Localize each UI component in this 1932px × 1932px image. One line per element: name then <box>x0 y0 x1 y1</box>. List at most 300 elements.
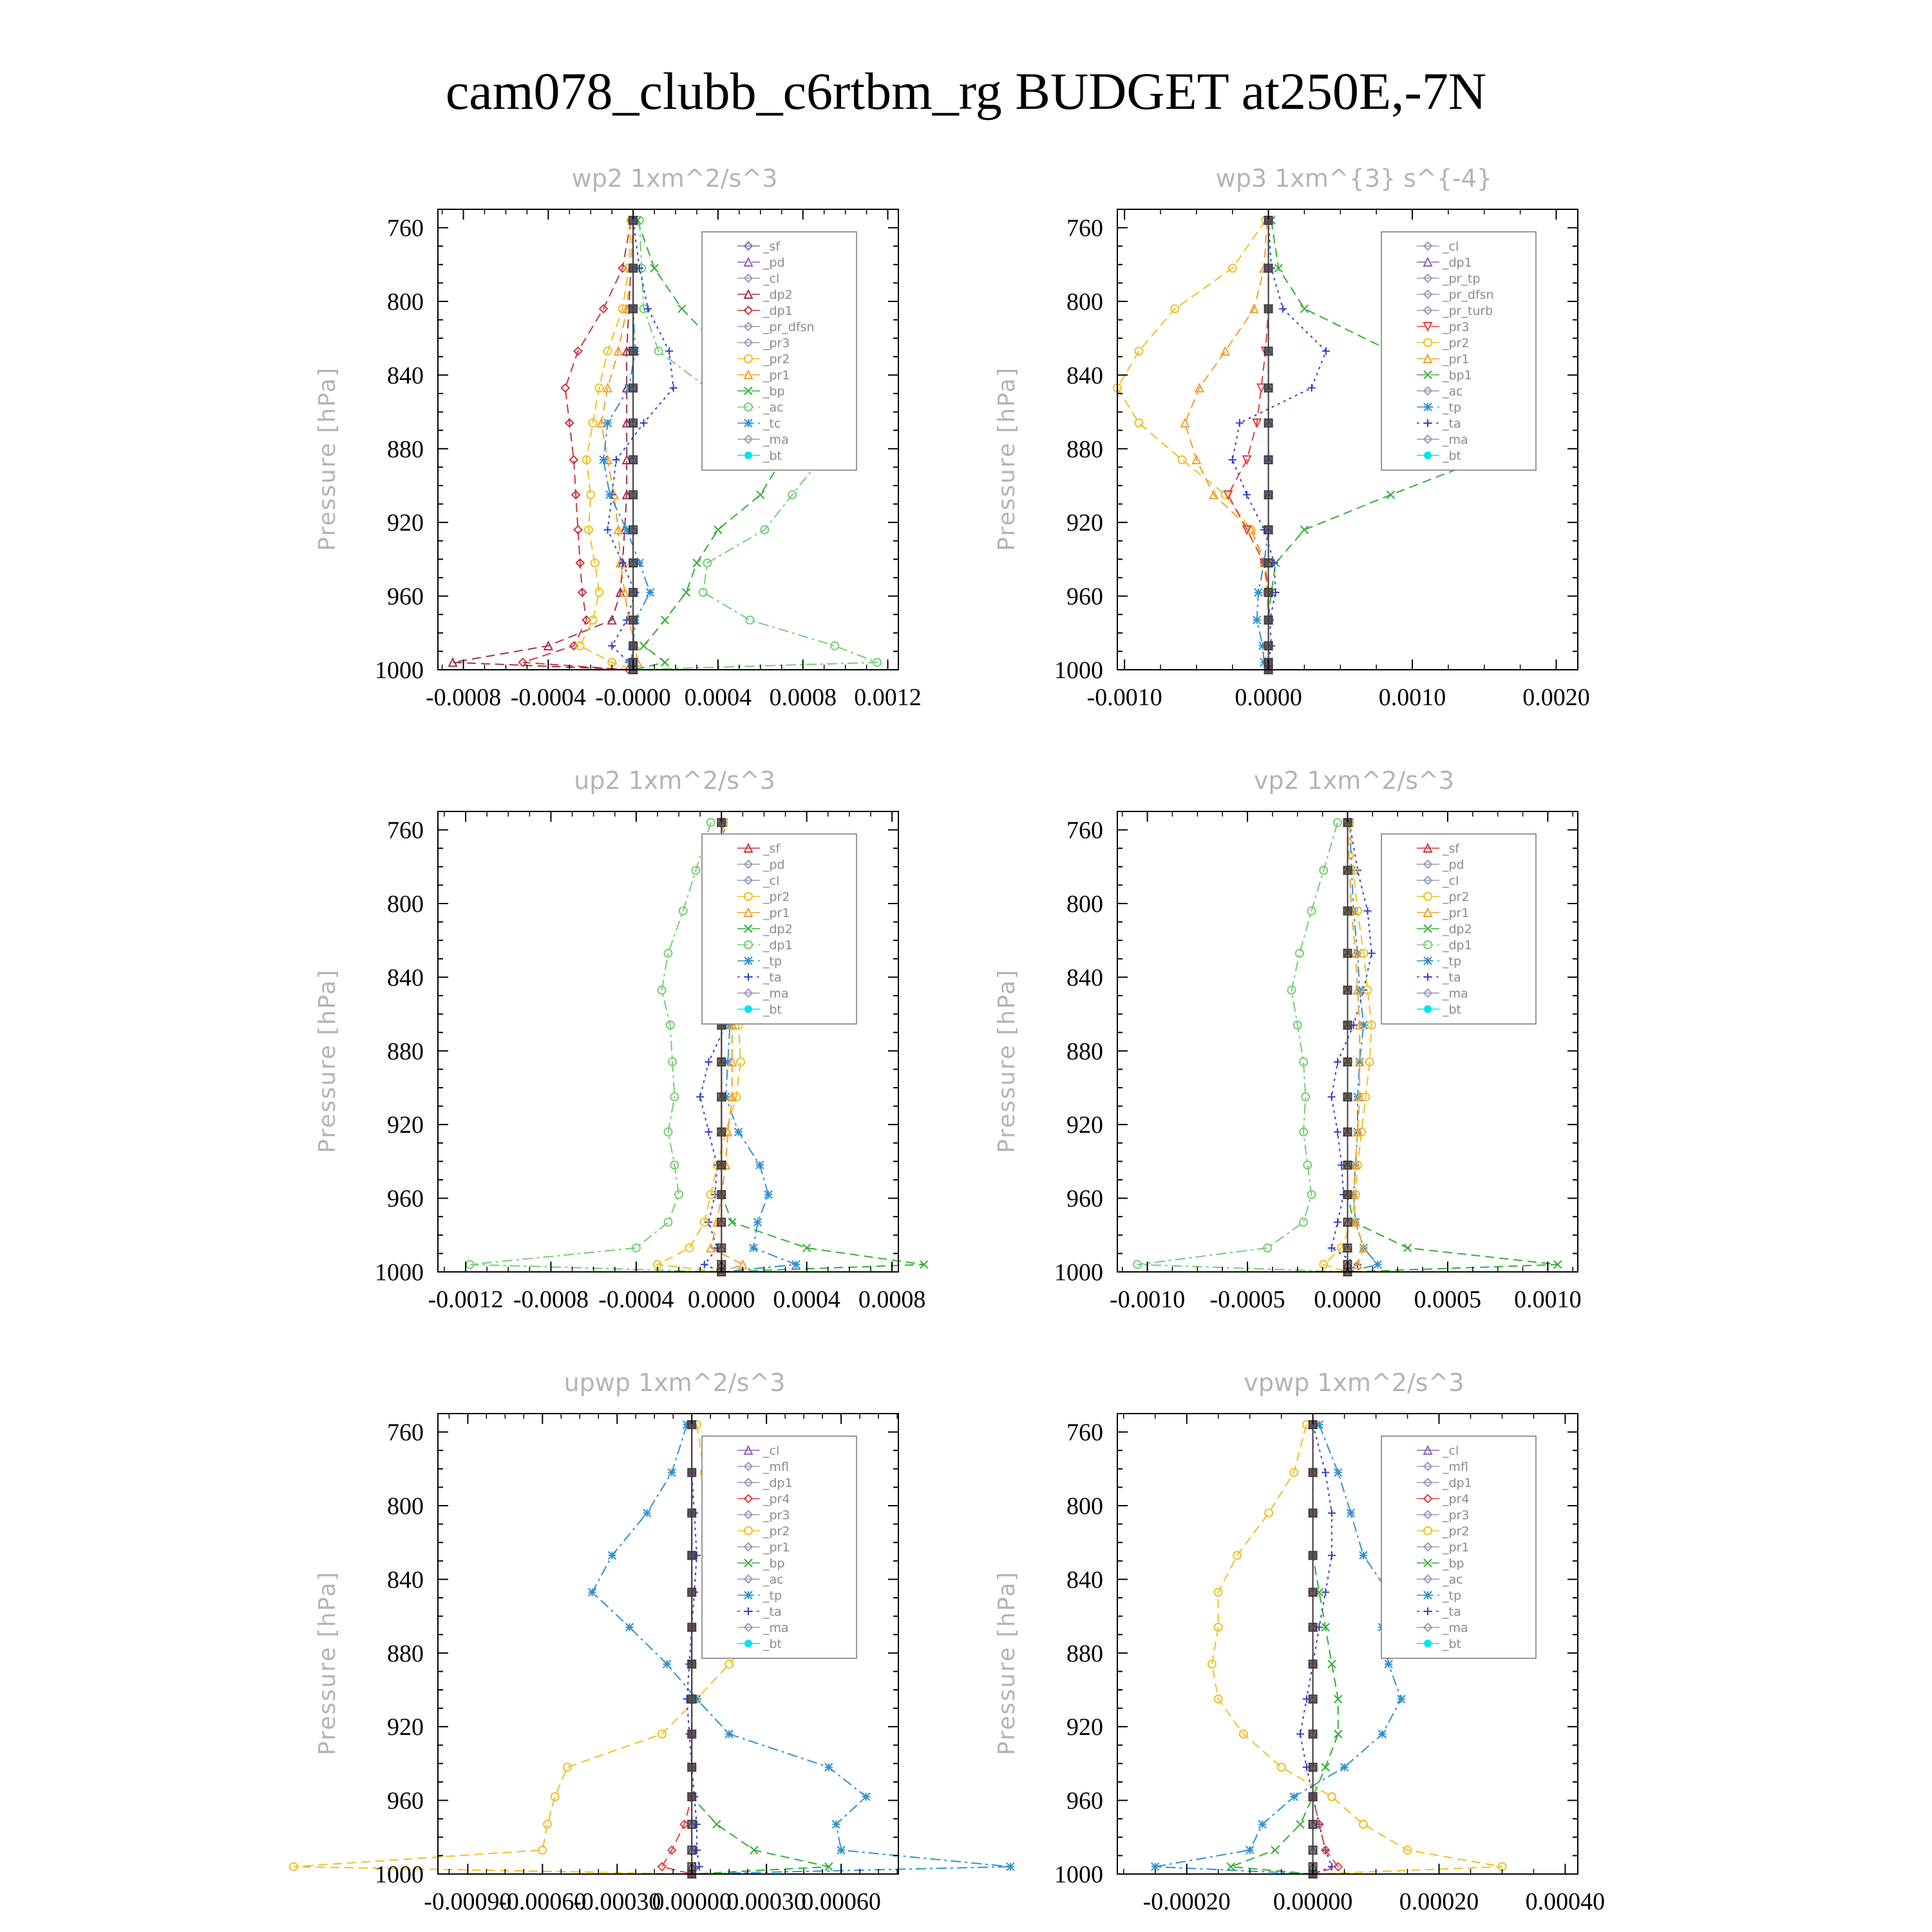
legend-label: _bp <box>763 384 785 399</box>
legend-label: _tp <box>1443 1589 1462 1603</box>
legend-label: _pr3 <box>763 1508 790 1522</box>
series-dp1 <box>1133 819 1351 1276</box>
data-point <box>1265 491 1273 498</box>
legend-label: _ta <box>1443 417 1461 431</box>
data-point <box>688 1763 696 1771</box>
data-point <box>688 1846 696 1854</box>
series-line <box>1185 220 1269 670</box>
series-dp1 <box>519 216 635 674</box>
data-point <box>1265 456 1273 464</box>
legend-label: _bp <box>763 1557 785 1571</box>
data-point <box>1236 419 1244 427</box>
series-bp <box>1227 1421 1342 1878</box>
data-point <box>1309 1551 1317 1559</box>
y-tick-label: 920 <box>387 509 424 537</box>
y-tick-label: 800 <box>387 1493 424 1520</box>
y-tick-label: 1000 <box>1054 657 1103 684</box>
series-tp <box>1344 819 1382 1276</box>
data-point <box>1347 1509 1354 1517</box>
data-point <box>1341 1763 1349 1771</box>
data-point <box>1265 642 1273 650</box>
legend-label: _pr3 <box>1443 1508 1470 1522</box>
x-tick-label: 0.00030 <box>726 1888 806 1915</box>
data-point <box>608 642 616 650</box>
y-tick-label: 960 <box>387 1787 424 1815</box>
data-point <box>564 1763 571 1771</box>
data-point <box>688 1469 696 1477</box>
legend-label: _ma <box>1443 987 1468 1001</box>
y-tick-label: 840 <box>1066 1566 1103 1594</box>
data-point <box>1309 1763 1317 1771</box>
panel-upwp <box>290 1368 1014 1915</box>
data-point <box>629 419 637 427</box>
data-point <box>665 1218 672 1226</box>
legend-label: _dp2 <box>1443 922 1472 936</box>
data-point <box>688 1730 696 1738</box>
data-point <box>670 384 677 392</box>
y-tick-label: 760 <box>1066 1419 1103 1446</box>
data-point <box>650 265 658 272</box>
data-point <box>688 1821 696 1828</box>
legend-label: _cl <box>763 1444 780 1458</box>
data-point <box>1265 616 1273 624</box>
legend-label: _dp1 <box>1443 1476 1472 1490</box>
y-tick-label: 920 <box>1066 1112 1103 1139</box>
y-tick-label: 960 <box>387 583 424 611</box>
series-line <box>580 220 633 670</box>
data-point <box>1253 616 1261 624</box>
series-pr4 <box>658 1421 696 1878</box>
plot-area <box>466 819 928 1276</box>
data-point <box>1265 1509 1273 1517</box>
x-tick-label: -0.0005 <box>1209 1286 1285 1313</box>
data-point <box>1309 1846 1317 1854</box>
data-point <box>688 1793 696 1801</box>
y-tick-label: 1000 <box>375 1259 424 1286</box>
legend-label: _pr3 <box>1443 320 1470 334</box>
y-tick-label: 760 <box>387 214 424 242</box>
data-point <box>629 456 637 464</box>
data-point <box>1265 419 1273 427</box>
x-tick-label: 0.0000 <box>688 1286 755 1313</box>
panel-wp2 <box>314 164 922 711</box>
data-point <box>714 526 722 534</box>
data-point <box>688 1695 696 1703</box>
legend-label: _ac <box>1443 1573 1463 1587</box>
data-point <box>661 616 669 624</box>
data-point <box>1279 305 1287 312</box>
data-point <box>1309 1730 1317 1738</box>
data-point <box>825 1763 833 1771</box>
data-point <box>1334 1218 1341 1226</box>
y-tick-label: 800 <box>1066 891 1103 918</box>
legend-label: _ta <box>763 1605 782 1619</box>
series-bt <box>688 1421 696 1878</box>
legend-label: _tp <box>1443 954 1462 969</box>
data-point <box>1265 384 1273 392</box>
data-point <box>713 1821 721 1828</box>
legend-label: _pr1 <box>763 1540 790 1555</box>
legend-label: _dp1 <box>763 304 793 318</box>
y-tick-label: 840 <box>1066 964 1103 992</box>
x-tick-label: -0.00020 <box>1142 1888 1231 1915</box>
data-point <box>1222 347 1229 355</box>
series-ta <box>683 1421 703 1878</box>
series-ta <box>1328 819 1376 1276</box>
legend-label: _cl <box>1443 1444 1459 1458</box>
legend-label: _pr1 <box>1443 906 1470 920</box>
data-point <box>1265 265 1273 272</box>
data-point <box>1265 559 1273 567</box>
x-tick-label: 0.0008 <box>858 1286 926 1313</box>
x-tick-label: 0.0012 <box>854 684 922 711</box>
x-tick-label: 0.0005 <box>1414 1286 1482 1313</box>
x-tick-label: -0.0010 <box>1086 684 1162 711</box>
series-line <box>523 220 631 670</box>
series-line <box>1233 220 1326 670</box>
data-point <box>629 526 637 534</box>
data-point <box>693 559 701 567</box>
data-point <box>663 1660 671 1668</box>
legend-label: _bp <box>1443 1557 1464 1571</box>
legend-label: _bt <box>763 1637 782 1651</box>
series-line <box>1348 822 1378 1272</box>
legend-label: _cl <box>1443 240 1459 254</box>
data-point <box>1397 1695 1405 1703</box>
data-point <box>1246 1846 1254 1854</box>
legend-label: _cl <box>763 874 780 888</box>
y-tick-label: 880 <box>1066 1037 1103 1065</box>
series-line <box>1300 1425 1332 1874</box>
data-point <box>1300 1218 1307 1226</box>
data-point <box>604 419 612 427</box>
legend-label: _tp <box>763 1589 782 1603</box>
series-line <box>1137 822 1347 1272</box>
legend-marker <box>744 1591 752 1599</box>
series-line <box>662 1425 692 1874</box>
data-point <box>1359 1551 1367 1559</box>
series-bt <box>1265 216 1273 674</box>
data-point <box>1265 305 1273 312</box>
data-point <box>1179 456 1186 464</box>
x-tick-label: -0.0004 <box>510 684 586 711</box>
data-point <box>757 491 764 498</box>
panel-vpwp <box>994 1368 1605 1915</box>
legend-label: _ac <box>763 401 784 415</box>
y-tick-label: 840 <box>1066 362 1103 390</box>
legend-marker <box>1424 1005 1432 1013</box>
x-tick-label: 0.0004 <box>773 1286 840 1313</box>
x-tick-label: -0.00060 <box>498 1888 587 1915</box>
data-point <box>717 1244 725 1252</box>
legend-marker <box>744 1005 752 1013</box>
data-point <box>1344 1128 1352 1136</box>
data-point <box>1265 526 1273 534</box>
data-point <box>746 616 753 624</box>
data-point <box>604 526 612 534</box>
data-point <box>589 1588 596 1596</box>
y-tick-label: 800 <box>387 289 424 316</box>
series-line <box>1228 220 1269 670</box>
data-point <box>626 1624 634 1631</box>
data-point <box>1181 419 1189 427</box>
data-point <box>717 1093 725 1101</box>
y-axis-label: Pressure [hPa] <box>314 1571 341 1756</box>
data-point <box>688 1660 696 1668</box>
data-point <box>1334 819 1341 826</box>
legend-label: _ta <box>763 971 782 985</box>
y-axis-label: Pressure [hPa] <box>314 969 341 1153</box>
legend-label: _cl <box>1443 874 1459 888</box>
data-point <box>1255 589 1262 596</box>
y-tick-label: 960 <box>1066 1787 1103 1815</box>
legend-label: _dp2 <box>763 288 793 302</box>
data-point <box>1309 1821 1317 1828</box>
x-tick-label: 0.0010 <box>1378 684 1446 711</box>
data-point <box>1344 867 1352 875</box>
legend-label: _bt <box>1443 449 1462 463</box>
x-tick-label: 0.0004 <box>684 684 752 711</box>
data-point <box>686 1244 694 1252</box>
data-point <box>717 1161 725 1169</box>
data-point <box>658 1863 666 1871</box>
legend-label: _sf <box>763 240 781 254</box>
data-point <box>1344 1244 1352 1252</box>
y-tick-label: 1000 <box>1054 1259 1103 1286</box>
data-point <box>705 1128 712 1136</box>
y-tick-label: 760 <box>1066 817 1103 844</box>
data-point <box>1300 305 1308 312</box>
data-point <box>629 491 637 498</box>
data-point <box>678 305 686 312</box>
series-pr1 <box>1181 216 1273 674</box>
data-point <box>1387 491 1395 498</box>
data-point <box>754 1218 762 1226</box>
x-tick-label: 0.00040 <box>1525 1888 1605 1915</box>
legend-label: _bt <box>763 1003 782 1017</box>
legend-label: _bp1 <box>1443 368 1472 383</box>
legend-label: _ta <box>1443 1605 1461 1619</box>
data-point <box>643 1509 651 1517</box>
data-point <box>1296 1821 1304 1828</box>
data-point <box>609 1551 616 1559</box>
legend-label: _mfl <box>1443 1460 1468 1474</box>
y-tick-label: 960 <box>1066 1185 1103 1213</box>
data-point <box>1229 456 1236 464</box>
series-dp1 <box>466 819 726 1276</box>
legend-label: _pr1 <box>763 906 790 920</box>
y-tick-label: 880 <box>387 1037 424 1065</box>
data-point <box>1308 384 1316 392</box>
y-tick-label: 880 <box>387 1640 424 1667</box>
legend-label: _mfl <box>763 1460 789 1474</box>
legend-label: _bt <box>763 449 782 463</box>
data-point <box>646 589 654 596</box>
data-point <box>1378 1730 1386 1738</box>
data-point <box>629 616 637 624</box>
data-point <box>756 1161 764 1169</box>
series-line <box>1117 220 1269 670</box>
data-point <box>640 419 648 427</box>
series-line <box>601 220 638 670</box>
data-point <box>1374 1261 1381 1269</box>
y-tick-label: 1000 <box>375 657 424 684</box>
legend-marker <box>744 419 752 427</box>
y-tick-label: 840 <box>387 964 424 992</box>
legend-label: _ac <box>763 1573 784 1587</box>
data-point <box>1243 491 1251 498</box>
legend-marker <box>1424 451 1432 459</box>
legend-label: _ta <box>1443 971 1461 985</box>
data-point <box>1135 347 1143 355</box>
y-tick-label: 920 <box>387 1714 424 1741</box>
data-point <box>696 1093 704 1101</box>
y-tick-label: 840 <box>387 362 424 390</box>
data-point <box>1321 1469 1329 1477</box>
legend-label: _ma <box>763 1621 789 1635</box>
data-point <box>1271 1846 1279 1854</box>
series-line <box>1231 1425 1338 1874</box>
panel-wp3 <box>994 164 1590 711</box>
legend-label: _pr2 <box>763 890 790 904</box>
legend-label: _pr4 <box>763 1492 790 1506</box>
panel-title: wp2 1xm^2/s^3 <box>571 164 778 193</box>
data-point <box>764 1191 772 1198</box>
data-point <box>1328 1093 1336 1101</box>
series-tp <box>1151 1421 1405 1878</box>
data-point <box>688 1624 696 1631</box>
legend-label: _pd <box>763 858 785 872</box>
legend-label: _ac <box>1443 384 1463 399</box>
data-point <box>1328 1509 1336 1517</box>
legend-label: _pr2 <box>763 1524 790 1539</box>
data-point <box>701 1261 708 1269</box>
legend-label: _pr_dfsn <box>763 320 815 334</box>
data-point <box>1309 1660 1317 1668</box>
data-point <box>629 347 637 355</box>
data-point <box>1309 1469 1317 1477</box>
data-point <box>717 1218 725 1226</box>
data-point <box>1334 1128 1341 1136</box>
series-dp2 <box>449 216 637 674</box>
x-tick-label: -0.0012 <box>428 1286 504 1313</box>
data-point <box>1309 1509 1317 1517</box>
data-point <box>1344 1021 1352 1029</box>
data-point <box>600 456 607 464</box>
data-point <box>1334 1730 1342 1738</box>
legend-label: _pd <box>763 256 785 270</box>
series-line <box>1313 1425 1338 1874</box>
panel-title: upwp 1xm^2/s^3 <box>564 1368 786 1397</box>
data-point <box>1344 1191 1352 1198</box>
panel-up2 <box>314 766 928 1313</box>
data-point <box>629 589 637 596</box>
data-point <box>1385 1660 1392 1668</box>
data-point <box>1290 1793 1298 1801</box>
legend-label: _dp1 <box>1443 256 1472 270</box>
x-tick-label: 0.00000 <box>1273 1888 1353 1915</box>
legend-marker <box>744 451 752 459</box>
y-tick-label: 800 <box>387 891 424 918</box>
data-point <box>612 456 620 464</box>
data-point <box>1321 1763 1329 1771</box>
data-point <box>1344 1058 1352 1066</box>
legend-label: _pr1 <box>1443 352 1470 366</box>
x-tick-label: 0.0000 <box>1235 684 1302 711</box>
legend-label: _pr2 <box>1443 890 1470 904</box>
legend-label: _bt <box>1443 1637 1462 1651</box>
data-point <box>705 1058 712 1066</box>
data-point <box>837 1846 845 1854</box>
data-point <box>1309 1588 1317 1596</box>
data-point <box>1344 907 1352 914</box>
data-point <box>725 1730 733 1738</box>
legend-label: _dp1 <box>763 1476 793 1490</box>
data-point <box>1344 1093 1352 1101</box>
data-point <box>1007 1863 1014 1871</box>
legend-marker <box>1424 1640 1432 1647</box>
data-point <box>1300 526 1308 534</box>
legend-marker <box>1424 1591 1432 1599</box>
data-point <box>661 659 669 667</box>
y-tick-label: 920 <box>1066 509 1103 537</box>
data-point <box>1328 1551 1336 1559</box>
data-point <box>717 1128 725 1136</box>
data-point <box>1364 907 1372 914</box>
data-point <box>665 347 673 355</box>
data-point <box>831 642 838 650</box>
data-point <box>629 384 637 392</box>
x-tick-label: -0.00090 <box>424 1888 512 1915</box>
legend-label: _cl <box>763 272 780 286</box>
legend-label: _bt <box>1443 1003 1462 1017</box>
series-pr2 <box>1113 216 1273 674</box>
series-line <box>1332 822 1372 1272</box>
legend-label: _dp1 <box>1443 938 1472 952</box>
legend-label: _sf <box>1443 842 1460 856</box>
data-point <box>717 1058 725 1066</box>
data-point <box>683 589 690 596</box>
y-axis-label: Pressure [hPa] <box>994 366 1020 551</box>
x-tick-label: -0.0010 <box>1110 1286 1186 1313</box>
data-point <box>629 265 637 272</box>
legend-marker <box>744 1640 752 1647</box>
data-point <box>1359 1821 1367 1828</box>
x-tick-label: -0.00030 <box>573 1888 661 1915</box>
series-line <box>1348 822 1364 1272</box>
data-point <box>1368 949 1376 957</box>
data-point <box>1334 1469 1342 1477</box>
data-point <box>1265 589 1273 596</box>
legend-label: _pr2 <box>763 352 790 366</box>
data-point <box>1135 419 1143 427</box>
data-point <box>640 642 648 650</box>
data-point <box>1265 347 1273 355</box>
y-axis-label: Pressure [hPa] <box>994 969 1020 1153</box>
y-tick-label: 880 <box>387 435 424 463</box>
data-point <box>688 1509 696 1517</box>
x-tick-label: -0.0008 <box>513 1286 589 1313</box>
legend-marker <box>1424 957 1432 965</box>
data-point <box>792 1261 800 1269</box>
series-pr3 <box>1224 216 1273 674</box>
data-point <box>832 1821 840 1828</box>
y-tick-label: 760 <box>387 817 424 844</box>
legend-label: _ma <box>763 987 789 1001</box>
panel-vp2 <box>994 766 1582 1313</box>
x-tick-label: 0.0000 <box>1314 1286 1381 1313</box>
series-line <box>1257 220 1269 670</box>
